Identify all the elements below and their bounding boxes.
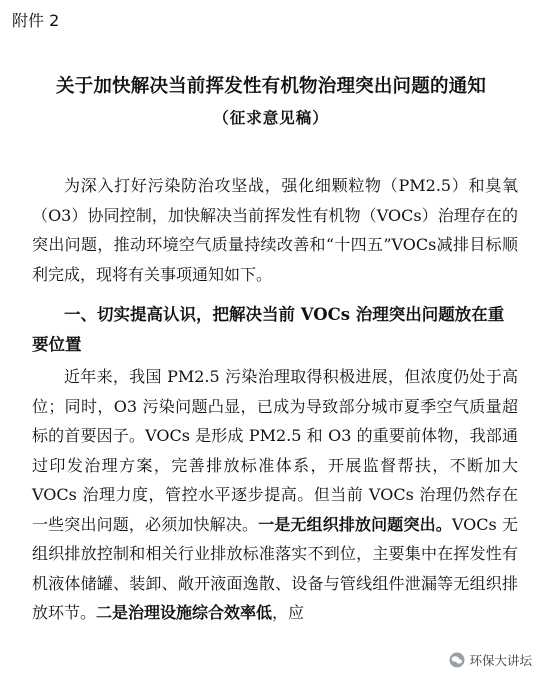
document-title: 关于加快解决当前挥发性有机物治理突出问题的通知 [55, 76, 487, 97]
paragraph-text: VOCs 无组织排放控制和相关行业排放标准落实不到位，主要集中在挥发性有机液体储罐、装卸、敞开液面逸散、设备与管线组件泄漏等无组织排放环节。 [32, 514, 518, 622]
bold-point-1: 一是无组织排放问题突出。 [258, 514, 452, 534]
paragraph-text: ，应 [272, 603, 305, 622]
attachment-label: 附件 2 [12, 11, 60, 30]
paragraph-text: 近年来，我国 PM2.5 污染治理取得积极进展，但浓度仍处于高位；同时，O3 污染问题凸显，已成为导致部分城市夏季空气质量超标的首要因子。VOCs 是形成 PM2.5 和 O3 的重要前体物，我部通过印发治理方案，完善排放标准体系，开展监督帮扶，不断加大 VOCs 治理力度，管控水平逐步提高。但当前 VOCs 治理仍然存在一些突出问题，必须加快解决。 [32, 367, 518, 534]
intro-paragraph: 为深入打好污染防治攻坚战，强化细颗粒物（PM2.5）和臭氧（O3）协同控制，加快解决当前挥发性有机物（VOCs）治理存在的突出问题，推动环境空气质量持续改善和“十四五”VOCs减排目标顺利完成，现将有关事项通知如下。 [32, 176, 518, 284]
section-1-paragraph [32, 362, 518, 628]
wechat-icon [449, 652, 465, 668]
watermark-text: 环保大讲坛 [469, 653, 532, 668]
watermark [445, 649, 536, 671]
document-subtitle: （征求意见稿） [213, 108, 329, 127]
section-heading-1: 一、切实提高认识，把解决当前 VOCs 治理突出问题放在重要位置 [32, 305, 505, 354]
bold-point-2: 二是治理设施综合效率低 [96, 603, 273, 622]
